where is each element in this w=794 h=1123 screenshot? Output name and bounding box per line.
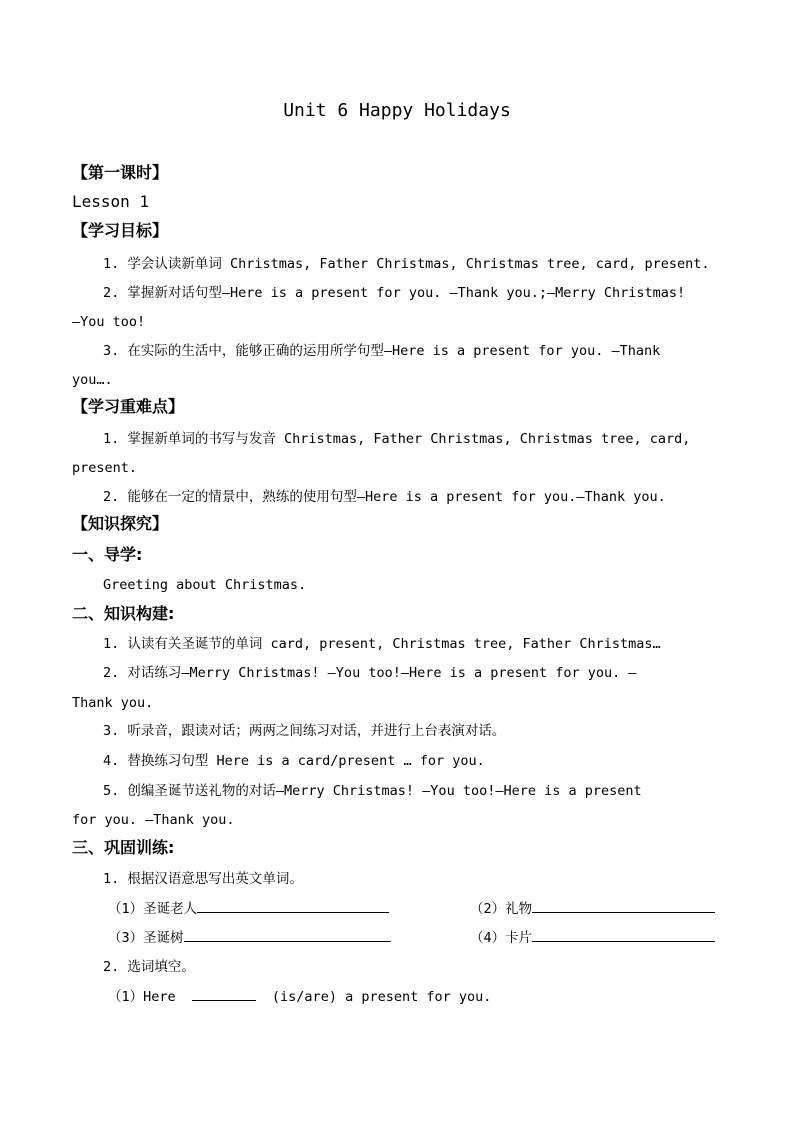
exercise-item (108, 927, 391, 948)
goal-line: 3. 在实际的生活中，能够正确的运用所学句型—Here is a present for you. —Thank (103, 343, 661, 359)
answer-blank[interactable] (197, 898, 389, 913)
exercise-item (108, 898, 389, 919)
key-line: 2. 能够在一定的情景中，熟练的使用句型—Here is a present for you.—Thank you. (103, 489, 666, 505)
answer-blank[interactable] (532, 898, 715, 913)
page-title: Unit 6 Happy Holidays (283, 100, 511, 121)
key-line: present. (72, 460, 138, 476)
exercise-label: （3）圣诞树 (108, 930, 184, 946)
practice-q2: 2. 选词填空。 (103, 959, 195, 975)
build-heading: 二、知识构建: (72, 604, 175, 623)
build-line: 3. 听录音，跟读对话；两两之间练习对话，并进行上台表演对话。 (103, 723, 506, 739)
exercise-item (470, 927, 715, 948)
answer-blank[interactable] (184, 927, 391, 942)
goal-line: 1. 学会认读新单词 Christmas, Father Christmas, Christmas tree, card, present. (103, 256, 710, 272)
build-line: Thank you. (72, 695, 154, 711)
exercise-label: （1）圣诞老人 (108, 901, 198, 917)
answer-blank[interactable] (532, 927, 715, 942)
exercise-item (470, 898, 715, 919)
explore-heading: 【知识探究】 (72, 514, 169, 533)
build-line: 1. 认读有关圣诞节的单词 card, present, Christmas tree, Father Christmas… (103, 636, 661, 652)
key-line: 1. 掌握新单词的书写与发音 Christmas, Father Christmas, Christmas tree, card, (103, 431, 691, 447)
build-line: 4. 替换练习句型 Here is a card/present … for you. (103, 753, 485, 769)
guide-heading: 一、导学: (72, 545, 143, 564)
build-line: for you. —Thank you. (72, 812, 235, 828)
build-line: 5. 创编圣诞节送礼物的对话—Merry Christmas! —You too!—Here is a present (103, 783, 642, 799)
answer-blank[interactable] (192, 986, 256, 1001)
fill-prefix: （1）Here (108, 989, 176, 1005)
practice-q1: 1. 根据汉语意思写出英文单词。 (103, 871, 303, 887)
lesson-label: Lesson 1 (72, 192, 150, 211)
build-line: 2. 对话练习—Merry Christmas! —You too!—Here is a present for you. — (103, 665, 637, 681)
fill-item (108, 986, 491, 1007)
exercise-label: （2）礼物 (470, 901, 533, 917)
fill-suffix: (is/are) a present for you. (271, 989, 492, 1005)
goal-line: —You too! (72, 314, 146, 330)
exercise-label: （4）卡片 (470, 930, 533, 946)
guide-text: Greeting about Christmas. (103, 577, 307, 593)
goal-line: you…. (72, 372, 113, 388)
key-heading: 【学习重难点】 (72, 397, 185, 416)
practice-heading: 三、巩固训练: (72, 838, 175, 857)
goal-line: 2. 掌握新对话句型—Here is a present for you. —Thank you.;—Merry Christmas! (103, 285, 686, 301)
goals-heading: 【学习目标】 (72, 221, 169, 240)
lesson-tag: 【第一课时】 (72, 163, 169, 182)
